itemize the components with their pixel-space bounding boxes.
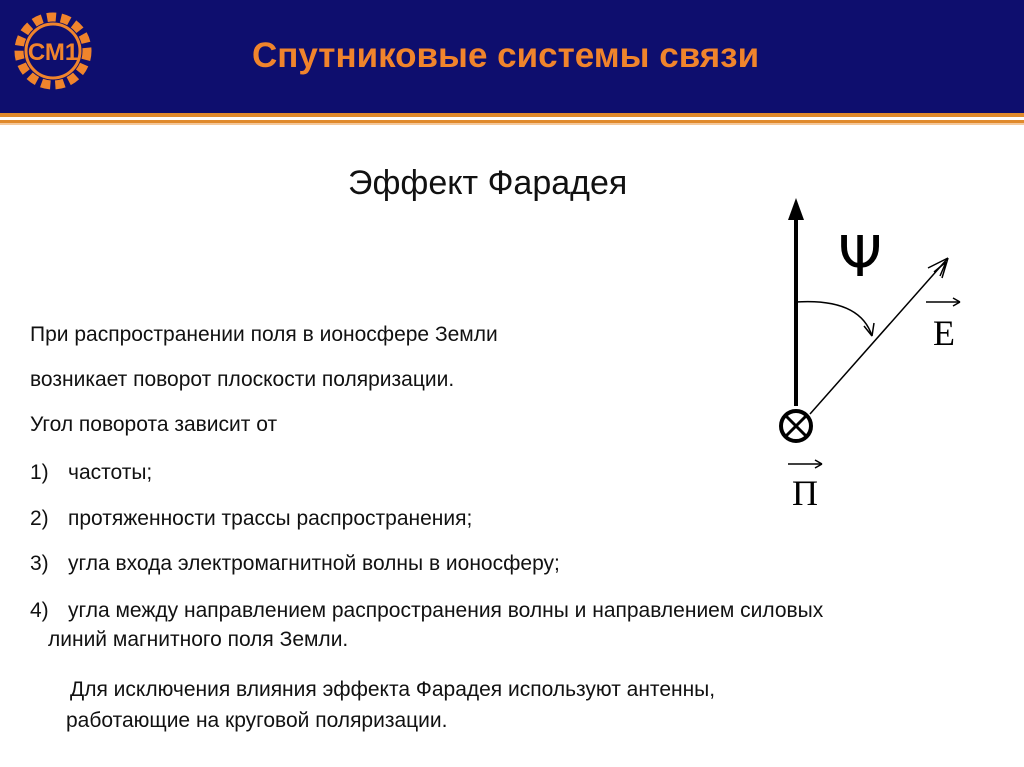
psi-label: Ψ <box>837 225 883 290</box>
header-stripe <box>0 123 1024 125</box>
intro-line: возникает поворот плоскости поляризации. <box>30 368 455 391</box>
conclusion-line: работающие на круговой поляризации. <box>66 709 448 732</box>
e-label: E <box>933 313 955 353</box>
list-item: частоты; <box>68 461 153 484</box>
faraday-diagram <box>760 180 1000 520</box>
list-item: протяженности трассы распространения; <box>68 507 473 530</box>
cross-circle-icon <box>781 411 811 441</box>
list-item-continuation: линий магнитного поля Земли. <box>48 628 349 651</box>
intro-line: Угол поворота зависит от <box>30 413 278 436</box>
list-number: 1) <box>30 461 49 484</box>
intro-line: При распространении поля в ионосфере Земли <box>30 323 498 346</box>
rotation-arc <box>796 302 872 336</box>
list-item: угла между направлением распространения волны и направлением силовых <box>68 599 824 622</box>
list-number: 3) <box>30 552 49 575</box>
list-number: 4) <box>30 599 49 622</box>
list-item: угла входа электромагнитной волны в ионосферу; <box>68 552 560 575</box>
logo <box>10 8 96 94</box>
conclusion-line: Для исключения влияния эффекта Фарадея используют антенны, <box>70 678 716 701</box>
slide-title: Эффект Фарадея <box>348 164 628 202</box>
header-title: Спутниковые системы связи <box>252 36 760 75</box>
vertical-arrow-head <box>788 198 804 220</box>
pi-label: П <box>792 473 818 513</box>
logo-text: СМ1 <box>27 39 79 66</box>
list-number: 2) <box>30 507 49 530</box>
